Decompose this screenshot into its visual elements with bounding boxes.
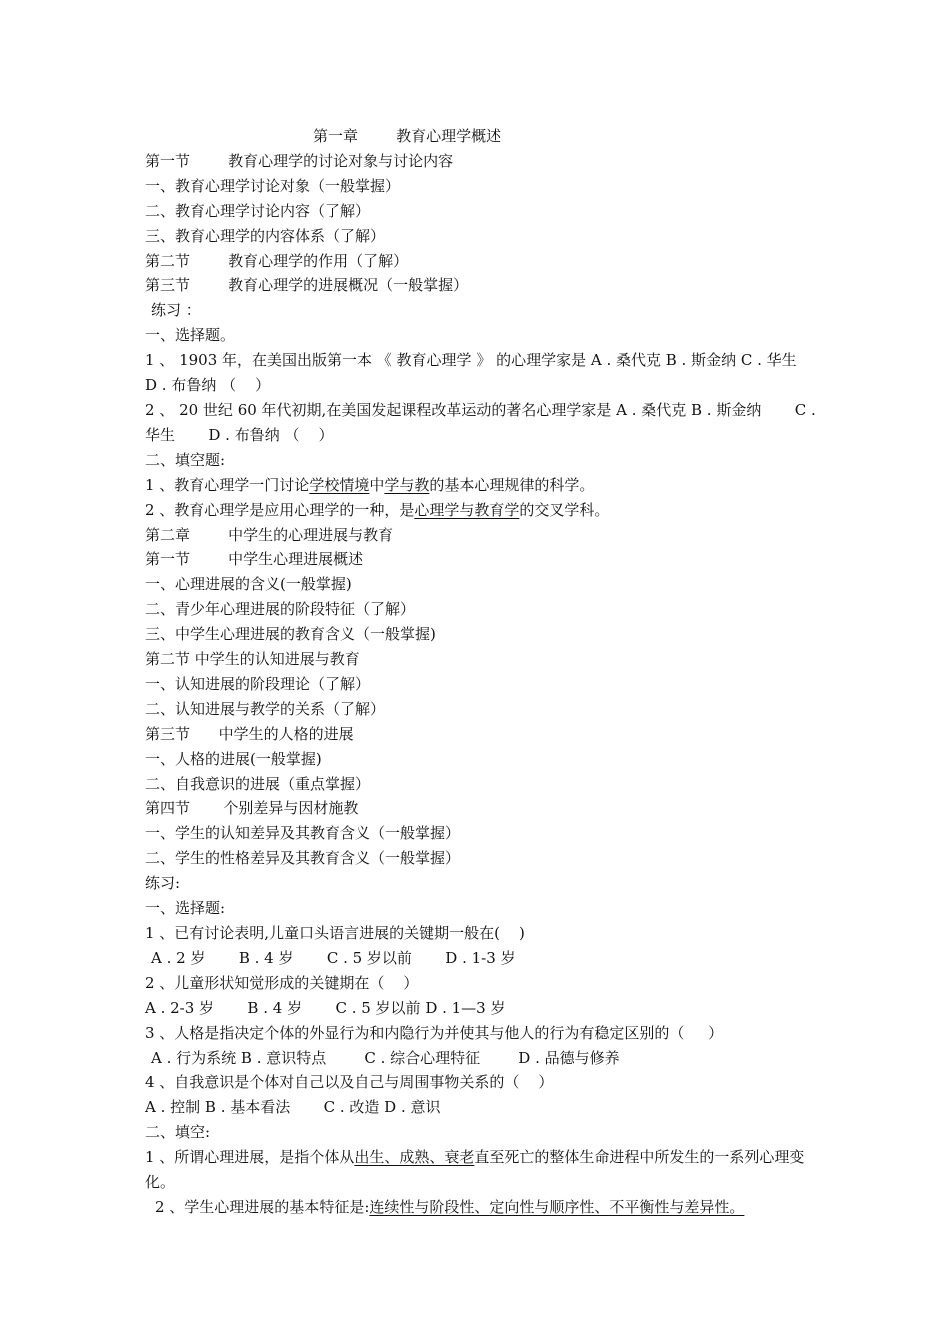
fill-label: 二、填空题: bbox=[145, 450, 226, 469]
section-heading: 第二节 中学生的认知进展与教育 bbox=[145, 650, 360, 669]
outline-item: 二、青少年心理进展的阶段特征（了解） bbox=[145, 600, 416, 619]
section-heading: 第一节 中学生心理进展概述 bbox=[145, 550, 364, 569]
fill-text: 1 、所谓心理进展，是指个体从 bbox=[145, 1148, 355, 1167]
section-heading: 第三节 教育心理学的进展概况（一般掌握） bbox=[145, 276, 469, 295]
fill-text: 的交叉学科。 bbox=[519, 500, 610, 519]
outline-item: 三、教育心理学的内容体系（了解） bbox=[145, 226, 386, 245]
question: 2 、儿童形状知觉形成的关键期在（ ） bbox=[145, 973, 419, 992]
outline-item: 一、学生的认知差异及其教育含义（一般掌握） bbox=[145, 824, 461, 843]
question: 2 、 20 世纪 60 年代初期,在美国发起课程改革运动的著名心理学家是 A . 桑代克 B . 斯金纳 C . 华生 D . 布鲁纳 （ ） bbox=[145, 400, 821, 444]
section-heading: 第二节 教育心理学的作用（了解） bbox=[145, 251, 409, 270]
question: 1 、已有讨论表明,儿童口头语言进展的关键期一般在( ) bbox=[145, 924, 525, 942]
fill-text: 直至死亡的整体生命进程中所发生的一系列心理变化。 bbox=[145, 1148, 805, 1192]
choice-label: 一、选择题。 bbox=[145, 326, 236, 345]
fill-question bbox=[145, 1195, 825, 1220]
outline-item: 一、心理进展的含义(一般掌握) bbox=[145, 575, 352, 594]
fill-text: 的基本心理规律的科学。 bbox=[429, 475, 595, 494]
fill-answer: 学校情境 bbox=[309, 475, 370, 494]
outline-item: 一、认知进展的阶段理论（了解） bbox=[145, 674, 371, 693]
fill-text: 2 、学生心理进展的基本特征是: bbox=[155, 1197, 370, 1216]
outline-item: 二、学生的性格差异及其教育含义（一般掌握） bbox=[145, 849, 461, 868]
outline-item: 二、教育心理学讨论内容（了解） bbox=[145, 201, 371, 220]
fill-question bbox=[145, 1145, 825, 1195]
outline-item: 二、自我意识的进展（重点掌握） bbox=[145, 774, 371, 793]
question-options: A . 行为系统 B . 意识特点 C . 综合心理特征 D . 品德与修养 bbox=[151, 1048, 620, 1067]
fill-answer: 出生、成熟、衰老 bbox=[354, 1148, 475, 1167]
chapter-title: 第一章 教育心理学概述 bbox=[313, 127, 502, 145]
fill-question bbox=[145, 498, 825, 523]
fill-text: 2 、教育心理学是应用心理学的一种，是 bbox=[145, 500, 415, 519]
fill-answer: 心理学与教育学 bbox=[414, 500, 520, 519]
fill-answer: 连续性与阶段性、定向性与顺序性、不平衡性与差异性。 bbox=[369, 1197, 745, 1216]
exercise-label: 练习: bbox=[145, 874, 181, 893]
outline-item: 二、认知进展与教学的关系（了解） bbox=[145, 699, 386, 718]
chapter-heading: 第二章 中学生的心理进展与教育 bbox=[145, 525, 394, 544]
question: 4 、自我意识是个体对自己以及自己与周围事物关系的（ ） bbox=[145, 1073, 554, 1092]
question: 1 、 1903 年，在美国出版第一本 《 教育心理学 》 的心理学家是 A . 桑代克 B . 斯金纳 C . 华生 D . 布鲁纳 （ ） bbox=[145, 351, 835, 395]
fill-text: 中 bbox=[369, 475, 385, 494]
fill-label: 二、填空: bbox=[145, 1123, 211, 1142]
question-options: A . 2-3 岁 B . 4 岁 C . 5 岁以前 D . 1—3 岁 bbox=[145, 998, 506, 1017]
fill-question bbox=[145, 473, 825, 498]
question: 3 、人格是指决定个体的外显行为和内隐行为并使其与他人的行为有稳定区别的（ ） bbox=[145, 1023, 724, 1042]
exercise-label: 练习 ： bbox=[151, 301, 201, 320]
outline-item: 一、教育心理学讨论对象（一般掌握） bbox=[145, 176, 401, 195]
section-heading: 第四节 个别差异与因材施教 bbox=[145, 799, 359, 818]
question-options: A . 控制 B . 基本看法 C . 改造 D . 意识 bbox=[145, 1098, 441, 1117]
question-options: A . 2 岁 B . 4 岁 C . 5 岁以前 D . 1-3 岁 bbox=[151, 948, 516, 967]
choice-label: 一、选择题: bbox=[145, 899, 226, 918]
fill-text: 1 、教育心理学一门讨论 bbox=[145, 475, 310, 494]
outline-item: 三、中学生心理进展的教育含义（一般掌握) bbox=[145, 625, 436, 644]
outline-item: 一、人格的进展(一般掌握) bbox=[145, 749, 322, 768]
section-heading: 第一节 教育心理学的讨论对象与讨论内容 bbox=[145, 151, 454, 170]
document-page bbox=[145, 124, 835, 1220]
section-heading: 第三节 中学生的人格的进展 bbox=[145, 724, 354, 743]
fill-answer: 学与教 bbox=[384, 475, 430, 494]
